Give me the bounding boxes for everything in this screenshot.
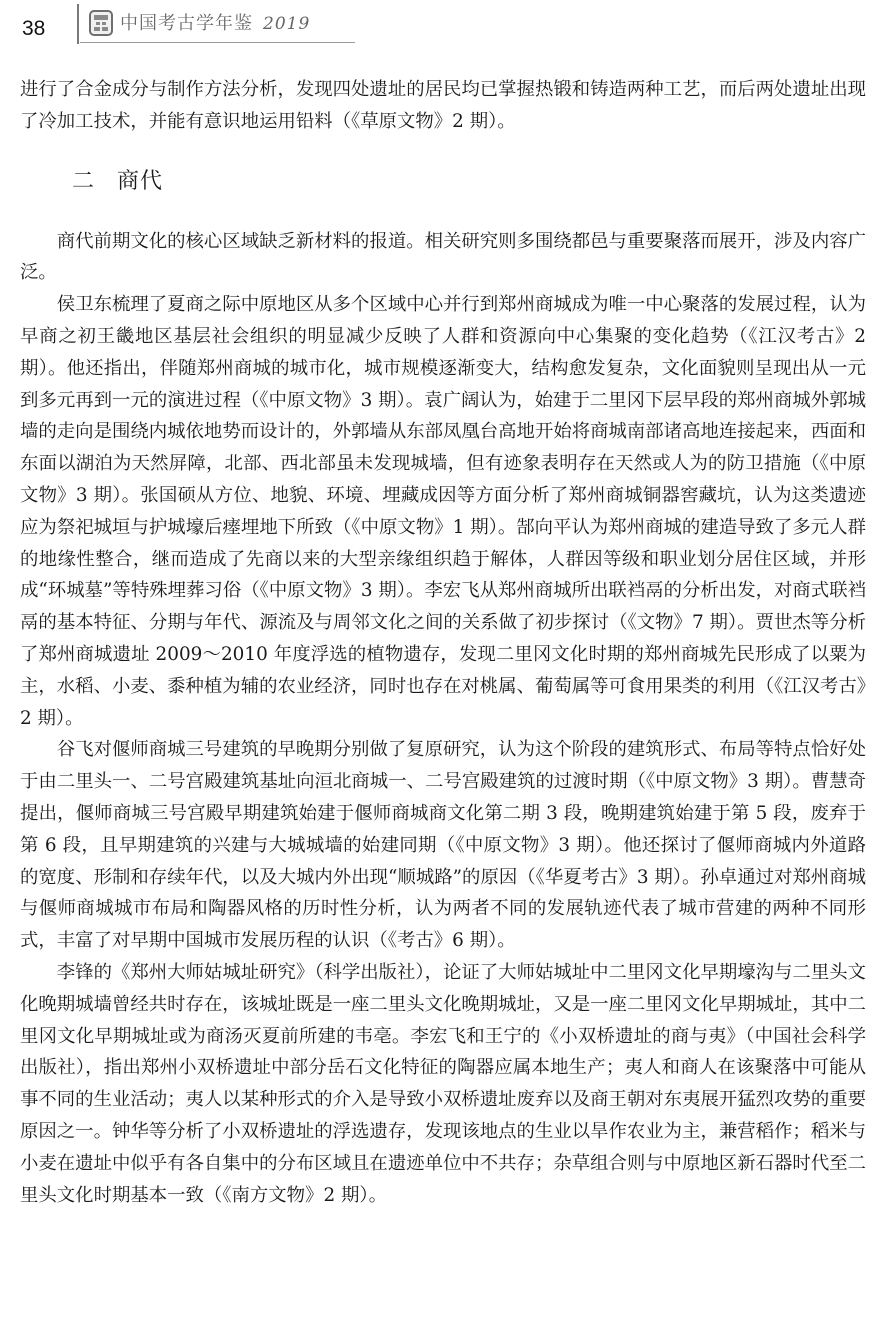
paragraph-continued: 进行了合金成分与制作方法分析，发现四处遗址的居民均已掌握热锻和铸造两种工艺，而后两处遗址出现了冷加工技术，并能有意识地运用铅料（《草原文物》2 期）。 bbox=[20, 79, 866, 132]
page-number: 38 bbox=[22, 17, 46, 40]
page-header bbox=[0, 0, 883, 52]
header-divider-horizontal bbox=[80, 42, 355, 43]
journal-name: 中国考古学年鉴 bbox=[120, 13, 253, 34]
paragraph: 谷飞对偃师商城三号建筑的早晚期分别做了复原研究，认为这个阶段的建筑形式、布局等特点恰好处于由二里头一、二号宫殿建筑基址向洹北商城一、二号宫殿建筑的过渡时期（《中原文物》3 期）。曹慧奇提出，偃师商城三号宫殿早期建筑始建于偃师商城商文化第二期 3 段，晚期建筑始建于第 5 段，废弃于第 6 段，且早期建筑的兴建与大城城墙的始建同期（《中原文物》3 期）。他还探讨了偃师商城内外道路的宽度、形制和存续年代，以及大城内外出现“顺城路”的原因（《华夏考古》3 期）。孙卓通过对郑州商城与偃师商城城市布局和陶器风格的历时性分析，认为两者不同的发展轨迹代表了城市营建的两种不同形式，丰富了对早期中国城市发展历程的认识（《考古》6 期）。 bbox=[20, 739, 866, 952]
section-heading bbox=[72, 167, 866, 197]
journal-year: 2019 bbox=[263, 14, 311, 34]
paragraph: 李锋的《郑州大师姑城址研究》（科学出版社），论证了大师姑城址中二里冈文化早期壕沟与二里头文化晚期城墙曾经共时存在，该城址既是一座二里头文化晚期城址，又是一座二里冈文化早期城址，其中二里冈文化早期城址或为商汤灭夏前所建的韦亳。李宏飞和王宁的《小双桥遗址的商与夷》（中国社会科学出版社），指出郑州小双桥遗址中部分岳石文化特征的陶器应属本地生产；夷人和商人在该聚落中可能从事不同的生业活动；夷人以某种形式的介入是导致小双桥遗址废弃以及商王朝对东夷展开猛烈攻势的重要原因之一。钟华等分析了小双桥遗址的浮选遗存，发现该地点的生业以旱作农业为主，兼营稻作；稻米与小麦在遗址中似乎有各自集中的分布区域且在遗迹单位中不共存；杂草组合则与中原地区新石器时代至二里头文化时期基本一致（《南方文物》2 期）。 bbox=[20, 961, 866, 1206]
journal-title bbox=[120, 10, 310, 38]
section-title: 商代 bbox=[117, 168, 164, 194]
paragraph: 商代前期文化的核心区域缺乏新材料的报道。相关研究则多围绕都邑与重要聚落而展开，涉及内容广泛。 bbox=[20, 230, 866, 284]
page-body bbox=[20, 74, 866, 1211]
header-divider-vertical bbox=[77, 4, 79, 44]
journal-logo-icon bbox=[89, 10, 113, 36]
paragraph: 侯卫东梳理了夏商之际中原地区从多个区域中心并行到郑州商城成为唯一中心聚落的发展过程，认为早商之初王畿地区基层社会组织的明显减少反映了人群和资源向中心集聚的变化趋势（《江汉考古》2 期）。他还指出，伴随郑州商城的城市化，城市规模逐渐变大，结构愈发复杂，文化面貌则呈现出从一元到多元再到一元的演进过程（《中原文物》3 期）。袁广阔认为，始建于二里冈下层早段的郑州商城外郭城墙的走向是围绕内城依地势而设计的，外郭墙从东部凤凰台高地开始将商城南部诸高地连接起来，西面和东面以湖泊为天然屏障，北部、西北部虽未发现城墙，但有迹象表明存在天然或人为的防卫措施（《中原文物》3 期）。张国硕从方位、地貌、环境、埋藏成因等方面分析了郑州商城铜器窖藏坑，认为这类遗迹应为祭祀城垣与护城壕后瘗埋地下所致（《中原文物》1 期）。郜向平认为郑州商城的建造导致了多元人群的地缘性整合，继而造成了先商以来的大型亲缘组织趋于解体，人群因等级和职业划分居住区域，并形成“环城墓”等特殊埋葬习俗（《中原文物》3 期）。李宏飞从郑州商城所出联裆鬲的分析出发，对商式联裆鬲的基本特征、分期与年代、源流及与周邻文化之间的关系做了初步探讨（《文物》7 期）。贾世杰等分析了郑州商城遗址 2009～2010 年度浮选的植物遗存，发现二里冈文化时期的郑州商城先民形成了以粟为主，水稻、小麦、黍种植为辅的农业经济，同时也存在对桃属、葡萄属等可食用果类的利用（《江汉考古》2 期）。 bbox=[20, 294, 866, 729]
section-number: 二 bbox=[72, 168, 96, 194]
